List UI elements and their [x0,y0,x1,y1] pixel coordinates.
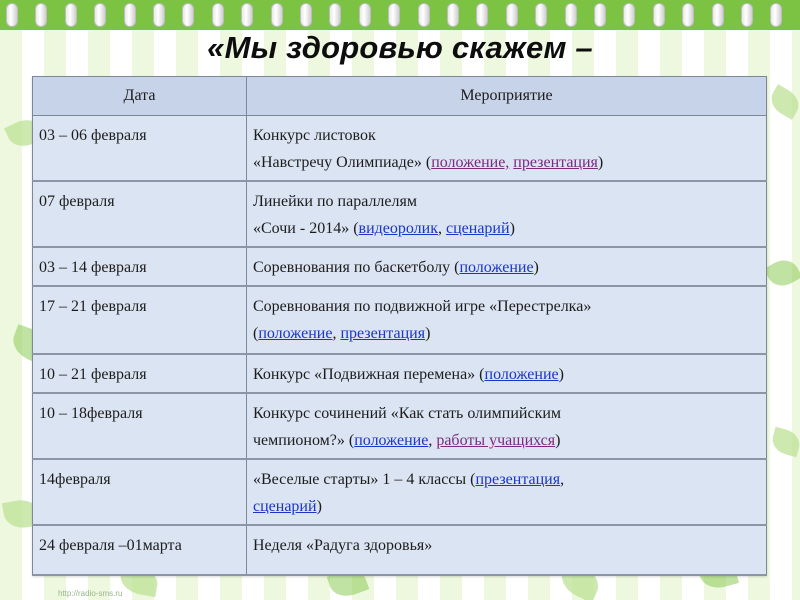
binding-ring [623,3,635,27]
event-text: чемпионом?» ( [253,432,355,449]
link-separator: , [560,471,565,488]
binding-ring [653,3,665,27]
date-cell: 10 – 21 февраля [33,354,247,393]
binding-ring [388,3,400,27]
link-separator: , [438,220,446,237]
rules-link[interactable]: положение [459,259,534,276]
binding-ring [682,3,694,27]
date-column-header: Дата [33,77,247,116]
date-cell: 14февраля [33,459,247,525]
binding-ring [535,3,547,27]
date-cell: 03 – 14 февраля [33,247,247,286]
closing-paren: ) [555,432,561,449]
event-text: «Веселые старты» 1 – 4 классы ( [253,471,476,488]
table-row [33,459,767,525]
table-row [33,181,767,247]
table-row [33,354,767,393]
table-row [33,247,767,286]
event-text: ( [253,325,259,342]
event-cell: Неделя «Радуга здоровья» [247,525,767,575]
presentation-link[interactable]: презентация [475,471,561,488]
binding-ring [212,3,224,27]
event-cell [247,247,767,286]
script-link[interactable]: сценарий [253,498,317,515]
event-cell [247,354,767,393]
binding-ring [35,3,47,27]
event-text: Конкурс «Подвижная перемена» ( [253,366,485,383]
watermark-text: http://radio-sms.ru [58,589,123,598]
binding-ring [476,3,488,27]
event-cell [247,393,767,459]
event-text: Линейки по параллелям [253,193,417,210]
presentation-link[interactable]: презентация [340,325,426,342]
binding-ring [6,3,18,27]
table-row [33,525,767,575]
binding-ring [182,3,194,27]
video-link[interactable]: видеоролик [358,220,438,237]
binding-ring [124,3,136,27]
event-text: Конкурс листовок [253,127,376,144]
event-column-header: Мероприятие [247,77,767,116]
events-table [32,76,767,576]
binding-ring [418,3,430,27]
binding-ring [506,3,518,27]
event-text: Соревнования по баскетболу ( [253,259,460,276]
binding-ring [329,3,341,27]
binding-ring [447,3,459,27]
binding-ring [594,3,606,27]
closing-paren: ) [558,366,564,383]
rules-link[interactable]: положение [258,325,333,342]
rules-link[interactable]: положение [484,366,559,383]
closing-paren: ) [597,154,604,171]
closing-paren: ) [533,259,539,276]
date-cell: 03 – 06 февраля [33,116,247,182]
script-link[interactable]: сценарий [446,220,510,237]
binding-ring [271,3,283,27]
event-text: «Сочи - 2014» ( [253,220,359,237]
table-row [33,393,767,459]
date-cell: 07 февраля [33,181,247,247]
binding-ring [770,3,782,27]
date-cell: 24 февраля –01марта [33,525,247,575]
closing-paren: ) [316,498,322,515]
event-cell [247,286,767,354]
binding-ring [94,3,106,27]
binding-ring [741,3,753,27]
binding-ring [359,3,371,27]
rules-link[interactable]: положение [354,432,429,449]
closing-paren: ) [425,325,431,342]
binding-ring [565,3,577,27]
table-row [33,286,767,354]
binding-ring [300,3,312,27]
event-text: Конкурс сочинений «Как стать олимпийским [253,405,562,422]
student-works-link[interactable]: работы учащихся [436,432,556,449]
event-text: «Навстречу Олимпиаде» ( [253,154,432,171]
binding-ring [65,3,77,27]
date-cell: 17 – 21 февраля [33,286,247,354]
presentation-link[interactable]: презентация [513,154,598,171]
rules-link[interactable]: положение, [431,154,510,171]
binding-ring [712,3,724,27]
event-cell [247,181,767,247]
closing-paren: ) [509,220,515,237]
date-cell: 10 – 18февраля [33,393,247,459]
link-separator: , [332,325,341,342]
event-text: Соревнования по подвижной игре «Перестрелка» [253,298,592,315]
event-cell [247,459,767,525]
binding-ring [241,3,253,27]
link-separator: , [428,432,437,449]
table-row [33,116,767,182]
table-header-row [33,77,767,116]
slide-title: «Мы здоровью скажем – [207,30,593,65]
binding-ring [153,3,165,27]
event-cell [247,116,767,182]
